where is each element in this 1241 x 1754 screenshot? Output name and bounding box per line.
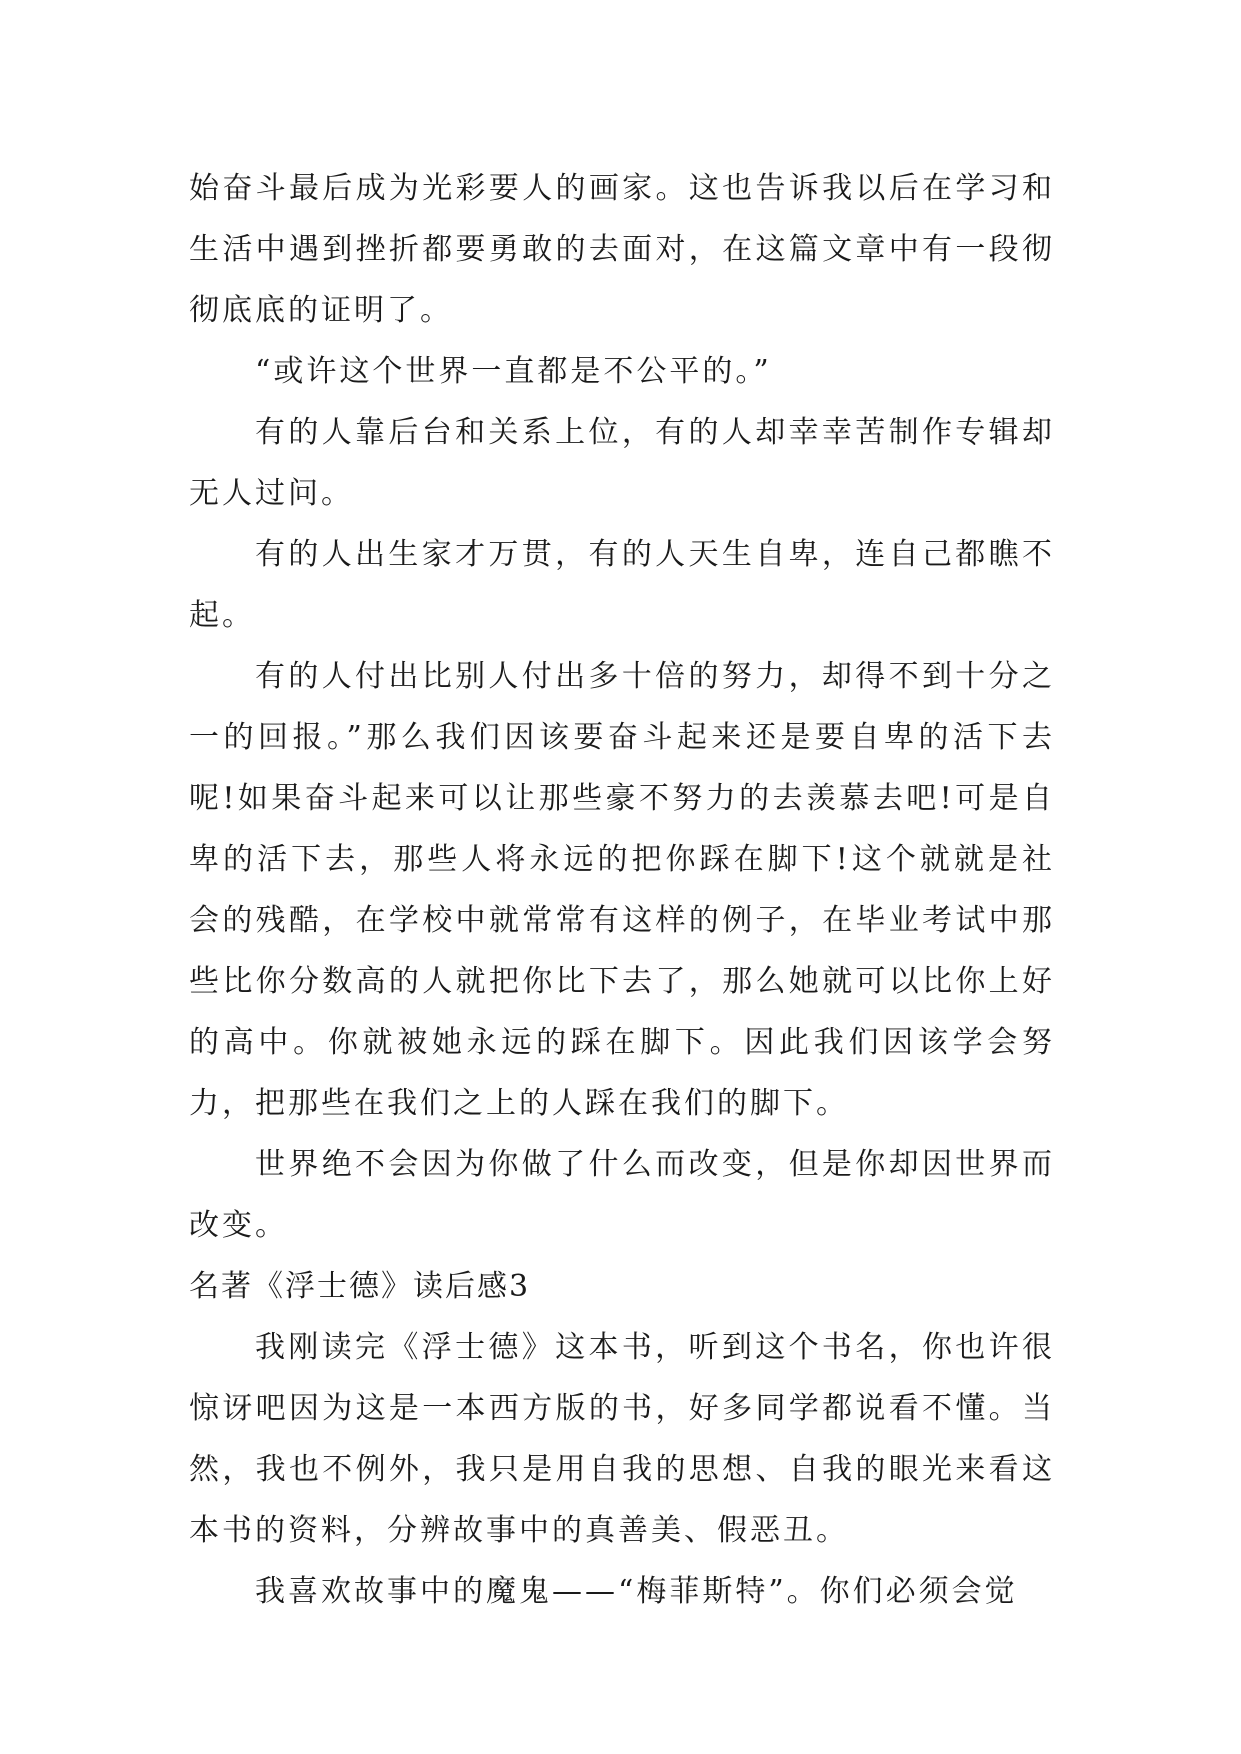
paragraph-3: 有的人靠后台和关系上位，有的人却幸幸苦制作专辑却无人过问。 bbox=[189, 415, 1055, 511]
paragraph-7: 我刚读完《浮士德》这本书，听到这个书名，你也许很惊讶吧因为这是一本西方版的书，好多同学都说看不懂。当然，我也不例外，我只是用自我的思想、自我的眼光来看这本书的资料，分辨故事中的真善美、假恶丑。 bbox=[189, 1330, 1055, 1548]
paragraph-6: 世界绝不会因为你做了什么而改变，但是你却因世界而改变。 bbox=[189, 1147, 1055, 1243]
section-heading: 名著《浮士德》读后感3 bbox=[189, 1269, 531, 1304]
document-body bbox=[189, 158, 1055, 1622]
paragraph-5: 有的人付出比别人付出多十倍的努力，却得不到十分之一的回报。”那么我们因该要奋斗起来还是要自卑的活下去呢!如果奋斗起来可以让那些豪不努力的去羡慕去吧!可是自卑的活下去，那些人将永远的把你踩在脚下!这个就就是社会的残酷，在学校中就常常有这样的例子，在毕业考试中那些比你分数高的人就把你比下去了，那么她就可以比你上好的高中。你就被她永远的踩在脚下。因此我们因该学会努力，把那些在我们之上的人踩在我们的脚下。 bbox=[189, 659, 1055, 1121]
paragraph-8: 我喜欢故事中的魔鬼——“梅菲斯特”。你们必须会觉 bbox=[255, 1574, 1018, 1609]
paragraph-1: 始奋斗最后成为光彩要人的画家。这也告诉我以后在学习和生活中遇到挫折都要勇敢的去面对，在这篇文章中有一段彻彻底底的证明了。 bbox=[189, 171, 1055, 328]
paragraph-4: 有的人出生家才万贯，有的人天生自卑，连自己都瞧不起。 bbox=[189, 537, 1055, 633]
paragraph-2: “或许这个世界一直都是不公平的。” bbox=[255, 354, 772, 389]
